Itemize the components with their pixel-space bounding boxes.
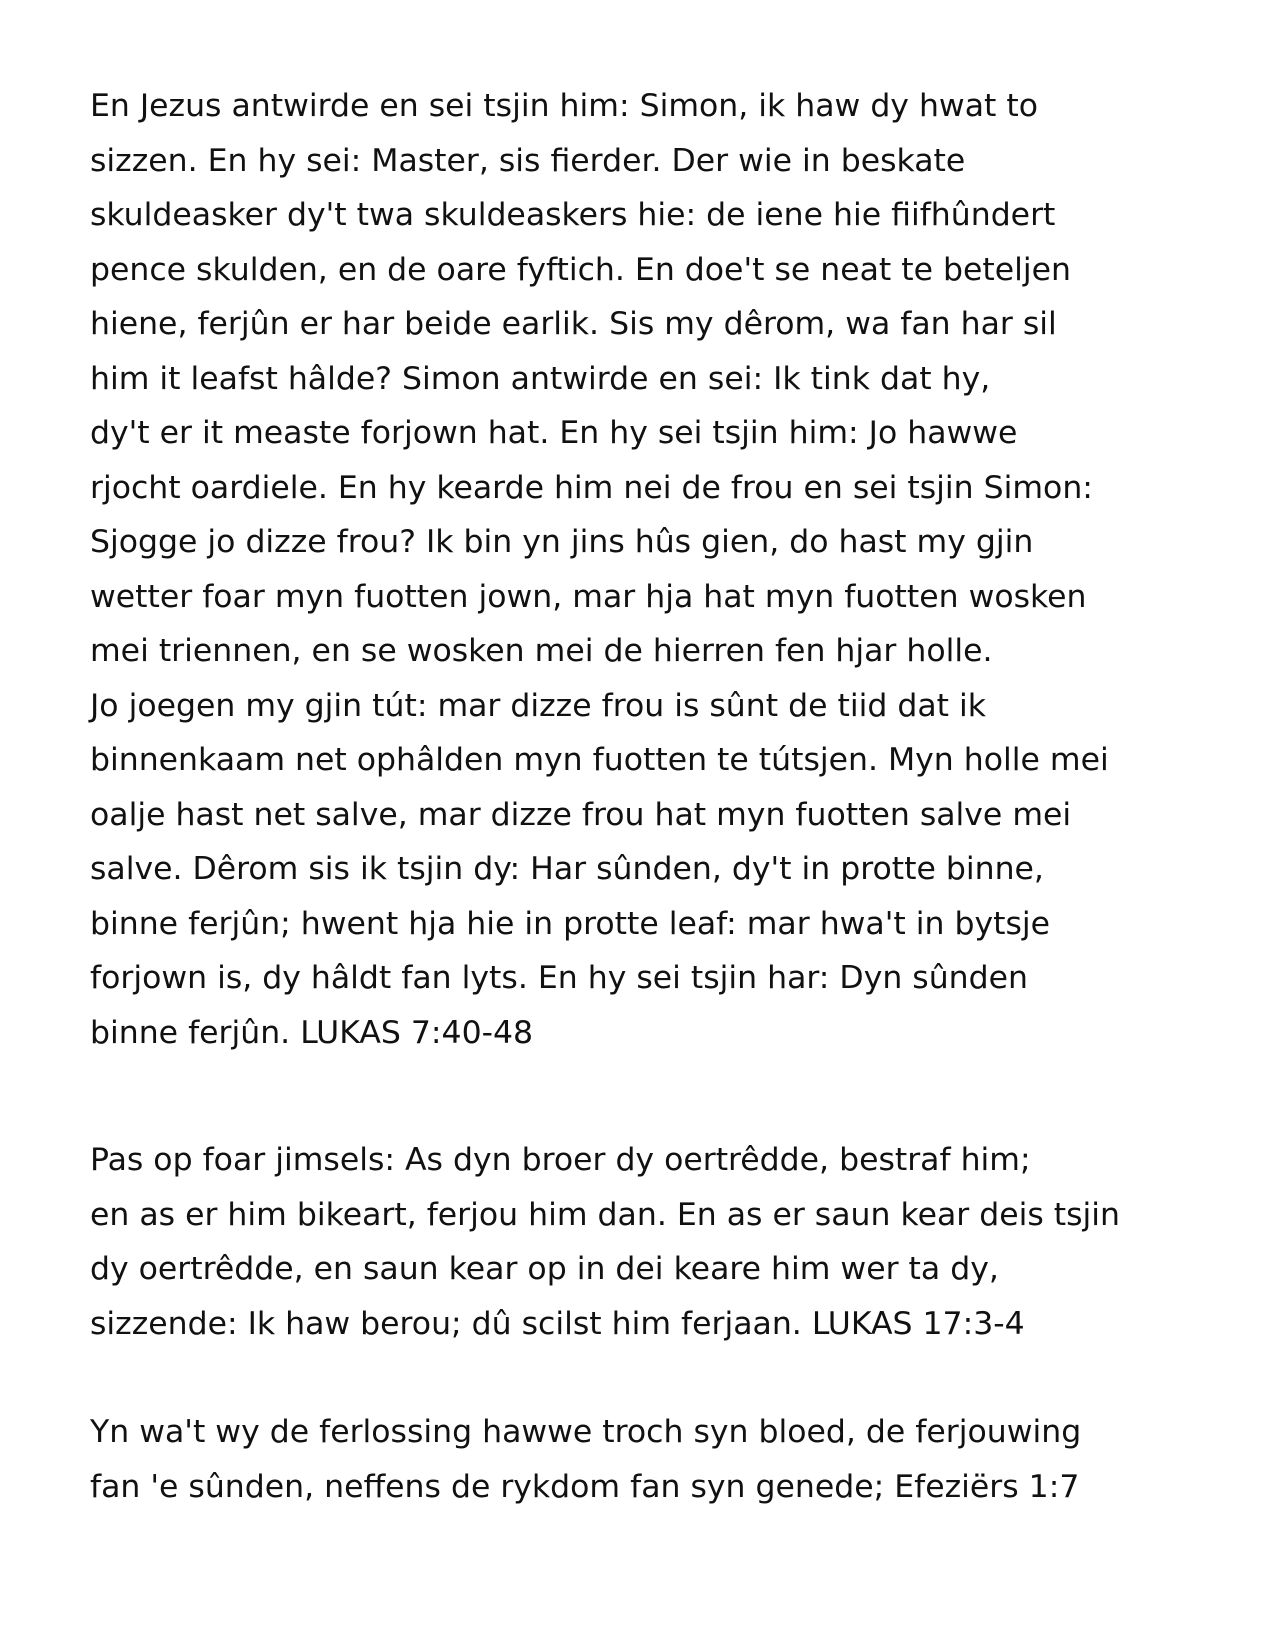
text-line: Jo joegen my gjin tút: mar dizze frou is sûnt de tiid dat ik <box>90 687 986 724</box>
text-line: dy oertrêdde, en saun kear op in dei keare him wer ta dy, <box>90 1251 999 1287</box>
text-line: Yn wa't wy de ferlossing hawwe troch syn bloed, de ferjouwing <box>90 1414 1082 1450</box>
text-line: sizzen. En hy sei: Master, sis fierder. Der wie in beskate <box>90 142 966 179</box>
paragraph-lukas-7 <box>90 79 1210 1060</box>
text-line: rjocht oardiele. En hy kearde him nei de frou en sei tsjin Simon: <box>90 469 1093 506</box>
text-line: mei triennen, en se wosken mei de hierren fen hjar holle. <box>90 633 993 669</box>
paragraph-efeziers-1 <box>90 1405 1210 1514</box>
text-line: him it leafst hâlde? Simon antwirde en sei: Ik tink dat hy, <box>90 360 991 397</box>
text-line: forjown is, dy hâldt fan lyts. En hy sei tsjin har: Dyn sûnden <box>90 960 1028 996</box>
text-line: salve. Dêrom sis ik tsjin dy: Har sûnden, dy't in protte binne, <box>90 851 1044 887</box>
text-line: binnenkaam net ophâlden myn fuotten te tútsjen. Myn holle mei <box>90 742 1109 778</box>
text-line: sizzende: Ik haw berou; dû scilst him ferjaan. LUKAS 17:3-4 <box>90 1305 1025 1342</box>
text-line: dy't er it measte forjown hat. En hy sei tsjin him: Jo hawwe <box>90 415 1018 451</box>
paragraph-lukas-17 <box>90 1133 1210 1351</box>
text-line: skuldeasker dy't twa skuldeaskers hie: de iene hie fiifhûndert <box>90 197 1056 233</box>
text-line: pence skulden, en de oare fyftich. En doe't se neat te beteljen <box>90 251 1071 288</box>
text-line: en as er him bikeart, ferjou him dan. En as er saun kear deis tsjin <box>90 1196 1120 1233</box>
text-line: fan 'e sûnden, neffens de rykdom fan syn genede; Efeziërs 1:7 <box>90 1468 1080 1505</box>
text-line: Sjogge jo dizze frou? Ik bin yn jins hûs gien, do hast my gjin <box>90 524 1034 560</box>
text-line: Pas op foar jimsels: As dyn broer dy oertrêdde, bestraf him; <box>90 1142 1031 1178</box>
text-line: wetter foar myn fuotten jown, mar hja hat myn fuotten wosken <box>90 578 1087 615</box>
text-line: binne ferjûn. LUKAS 7:40-48 <box>90 1014 534 1051</box>
text-line: oalje hast net salve, mar dizze frou hat myn fuotten salve mei <box>90 796 1072 833</box>
text-line: En Jezus antwirde en sei tsjin him: Simon, ik haw dy hwat to <box>90 88 1038 124</box>
text-line: hiene, ferjûn er har beide earlik. Sis my dêrom, wa fan har sil <box>90 306 1057 342</box>
text-line: binne ferjûn; hwent hja hie in protte leaf: mar hwa't in bytsje <box>90 905 1051 942</box>
